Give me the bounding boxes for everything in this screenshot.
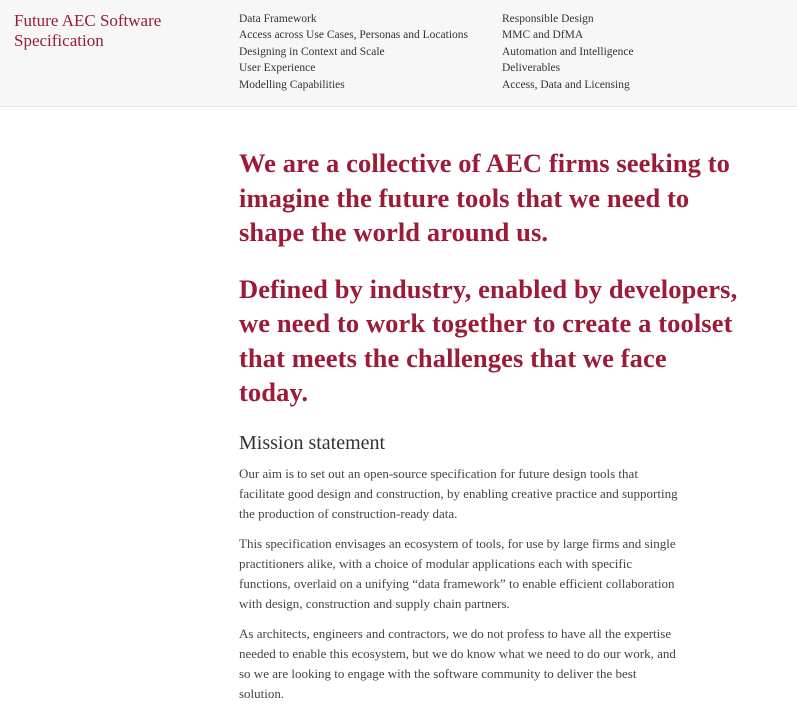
mission-statement-heading: Mission statement bbox=[239, 431, 386, 454]
nav-link-modelling-capabilities[interactable]: Modelling Capabilities bbox=[239, 78, 345, 91]
intro-statement: We are a collective of AEC firms seeking to imagine the future tools that we need to shape the world around us. bbox=[239, 148, 731, 247]
nav-link-access-use-cases[interactable]: Access across Use Cases, Personas and Locations bbox=[239, 29, 468, 42]
nav-link-data-framework[interactable]: Data Framework bbox=[239, 13, 317, 25]
main-content bbox=[239, 146, 739, 704]
nav-column-right bbox=[502, 11, 634, 93]
nav-link-responsible-design[interactable]: Responsible Design bbox=[502, 13, 594, 25]
nav-link-access-data-licensing[interactable]: Access, Data and Licensing bbox=[502, 78, 630, 91]
nav-link-designing-context-scale[interactable]: Designing in Context and Scale bbox=[239, 45, 385, 58]
nav-column-left bbox=[239, 11, 468, 93]
site-title-link[interactable]: Future AEC Software Specification bbox=[14, 11, 162, 50]
nav-link-user-experience[interactable]: User Experience bbox=[239, 62, 316, 75]
nav-link-automation-intelligence[interactable]: Automation and Intelligence bbox=[502, 45, 634, 58]
site-header bbox=[0, 0, 797, 107]
mission-paragraph: Our aim is to set out an open-source specification for future design tools that facilitate good design and construction, by enabling creative practice and supporting the production of construction-ready data. bbox=[239, 465, 678, 521]
nav-link-mmc-dfma[interactable]: MMC and DfMA bbox=[502, 29, 584, 42]
nav-link-deliverables[interactable]: Deliverables bbox=[502, 62, 561, 75]
intro-statement-secondary: Defined by industry, enabled by developers, we need to work together to create a toolset that meets the challenges that we face today. bbox=[239, 273, 738, 407]
mission-paragraph: As architects, engineers and contractors, we do not profess to have all the expertise needed to enable this ecosystem, but we do know what we need to do our work, and so we are looking to engage with the software community to deliver the best solution. bbox=[239, 625, 676, 701]
mission-paragraph: This specification envisages an ecosystem of tools, for use by large firms and single practitioners alike, with a choice of modular applications each with specific functions, overlaid on a unifying “data framework” to enable efficient collaboration with design, construction and supply chain partners. bbox=[239, 535, 676, 611]
